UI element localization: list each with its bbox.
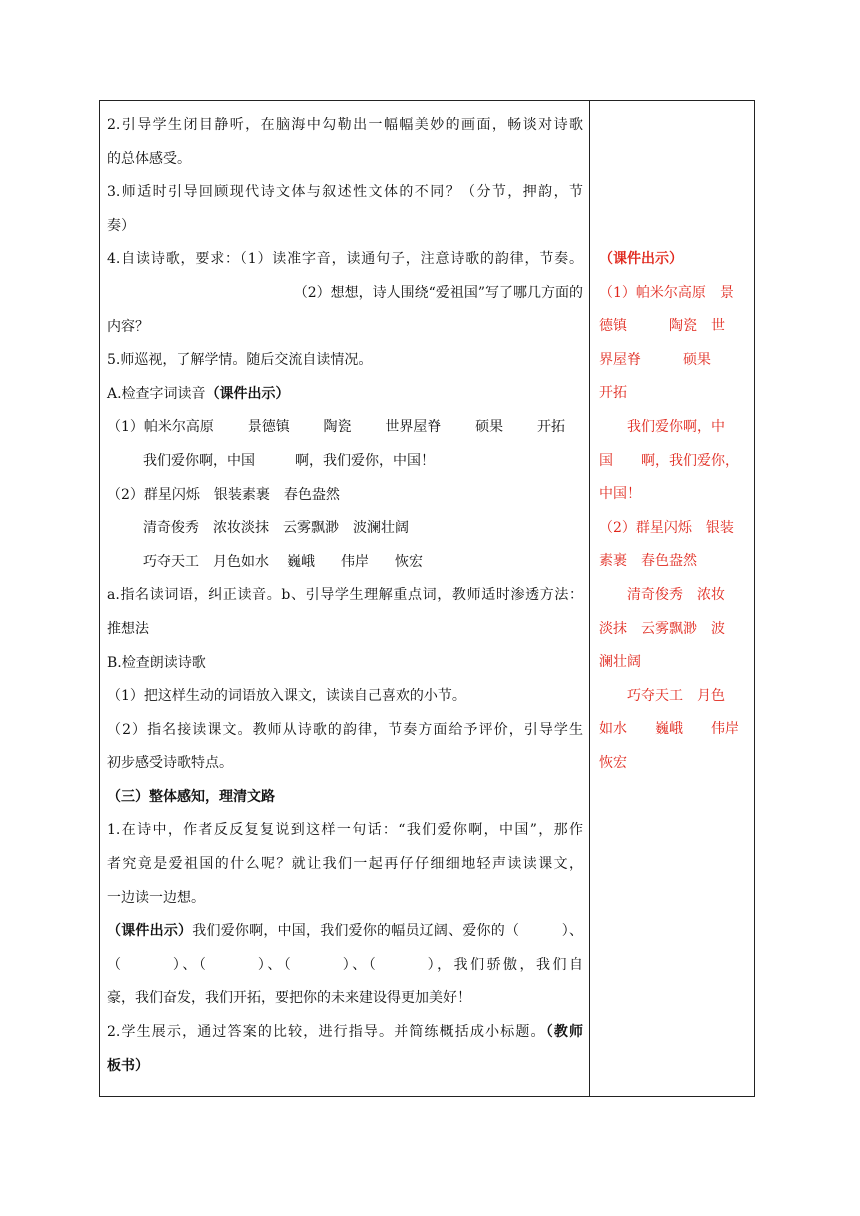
section-3-heading: （三）整体感知，理清文路 (107, 788, 275, 805)
word: 景德镇 (247, 419, 290, 436)
item-4-b-cont: 内容？ (107, 318, 149, 335)
word: 月色如水 (213, 553, 269, 570)
phrase: 我们爱你啊，中国 (143, 452, 255, 469)
s3-fill-text: 我们爱你啊，中国，我们爱你的幅员辽阔、爱你的（ ）、 (192, 923, 584, 940)
word-row-2 (107, 479, 583, 513)
word: 巍峨 (287, 553, 315, 570)
check-b: B.检查朗读诗歌 (107, 654, 206, 671)
check-a-text: A.检查字词读音 (107, 385, 206, 402)
side-line: 巧夺天工 月色 (599, 687, 725, 704)
word: 陶瓷 (323, 419, 352, 436)
word: 浓妆淡抹 (213, 520, 269, 537)
teaching-process-column (107, 109, 583, 1083)
item-2-cont: 的总体感受。 (107, 150, 191, 167)
check-b-1: （1）把这样生动的词语放入课文，读读自己喜欢的小节。 (107, 688, 466, 705)
word-row-1b (107, 445, 583, 479)
word: 开拓 (536, 419, 565, 436)
side-line: 界屋脊 硕果 (599, 351, 711, 368)
word: 硕果 (475, 419, 504, 436)
side-line: （1）帕米尔高原 景 (599, 284, 734, 301)
item-4: 4.自读诗歌，要求：（1）读准字音，读通句子，注意诗歌的韵律，节奏。 (107, 251, 583, 268)
word-row-2c (107, 546, 583, 580)
s3-fill-3: 豪，我们奋发，我们开拓，要把你的未来建设得更加美好！ (107, 990, 471, 1007)
word-row-1 (107, 411, 583, 445)
item-5: 5.师巡视，了解学情。随后交流自读情况。 (107, 352, 373, 369)
word: （2）群星闪烁 (107, 486, 200, 503)
check-a (107, 378, 583, 412)
side-line: 澜壮阔 (599, 654, 641, 671)
word-row-2b (107, 512, 583, 546)
side-line: 中国！ (599, 486, 641, 503)
word: 波澜壮阔 (353, 520, 409, 537)
item-3-cont: 奏） (107, 217, 135, 234)
check-b-2-cont: 初步感受诗歌特点。 (107, 755, 233, 772)
s3-item-2-text: 2.学生展示，通过答案的比较，进行指导。并简练概括成小标题。 (107, 1024, 546, 1041)
word: 银装素裹 (213, 486, 270, 503)
word: 巧夺天工 (143, 553, 199, 570)
item-3: 3.师适时引导回顾现代诗文体与叙述性文体的不同？（分节，押韵，节 (107, 184, 583, 201)
s3-fill-1 (107, 915, 583, 949)
word: （1）帕米尔高原 (107, 419, 214, 436)
side-line: 素裹 春色盎然 (599, 553, 697, 570)
column-divider (589, 100, 590, 1097)
item-2: 2.引导学生闭目静听，在脑海中勾勒出一幅幅美妙的画面，畅谈对诗歌 (107, 117, 583, 133)
s3-item-2-bold: （教师 (545, 1024, 584, 1041)
word: 世界屋脊 (385, 419, 442, 436)
side-line: 清奇俊秀 浓妆 (599, 586, 725, 603)
s3-item-1c: 一边读一边想。 (107, 889, 205, 906)
word: 云雾飘渺 (283, 520, 339, 537)
item-4-b: （2）想想，诗人围绕“爱祖国”写了哪几方面的 (293, 284, 583, 301)
s3-fill-2: （ ）、（ ）、（ ）、（ ），我们骄傲，我们自 (107, 956, 583, 973)
side-line: 德镇 陶瓷 世 (599, 318, 725, 335)
word: 伟岸 (341, 553, 369, 570)
s3-item-1b: 者究竟是爱祖国的什么呢？就让我们一起再仔仔细细地轻声读读课文， (107, 856, 583, 873)
note-a-cont: 推想法 (107, 620, 149, 637)
note-a: a.指名读词语，纠正读音。b、引导学生理解重点词，教师适时渗透方法： (107, 587, 583, 604)
side-line: 恢宏 (599, 754, 627, 771)
side-line: 如水 巍峨 伟岸 (599, 721, 739, 738)
side-line: 国 啊，我们爱你， (599, 452, 739, 469)
side-line: 淡抹 云雾飘渺 波 (599, 620, 725, 637)
side-title: （课件出示） (599, 251, 683, 267)
side-line: 开拓 (599, 385, 627, 402)
check-b-2: （2）指名接读课文。教师从诗歌的韵律，节奏方面给予评价，引导学生 (107, 721, 583, 738)
word: 春色盎然 (283, 486, 340, 503)
phrase: 啊，我们爱你，中国！ (295, 452, 435, 469)
s3-item-2 (107, 1016, 583, 1050)
courseware-column (599, 243, 749, 781)
check-a-bold: （课件出示） (205, 385, 290, 402)
word: 恢宏 (395, 553, 423, 570)
s3-item-2-bold-cont: 板书） (107, 1057, 149, 1074)
s3-item-1: 1.在诗中，作者反反复复说到这样一句话：“我们爱你啊，中国”，那作 (107, 822, 583, 839)
s3-fill-bold: （课件出示） (107, 923, 193, 940)
side-line: （2）群星闪烁 银装 (599, 519, 734, 536)
word: 清奇俊秀 (143, 520, 199, 537)
side-line: 我们爱你啊，中 (599, 418, 725, 435)
